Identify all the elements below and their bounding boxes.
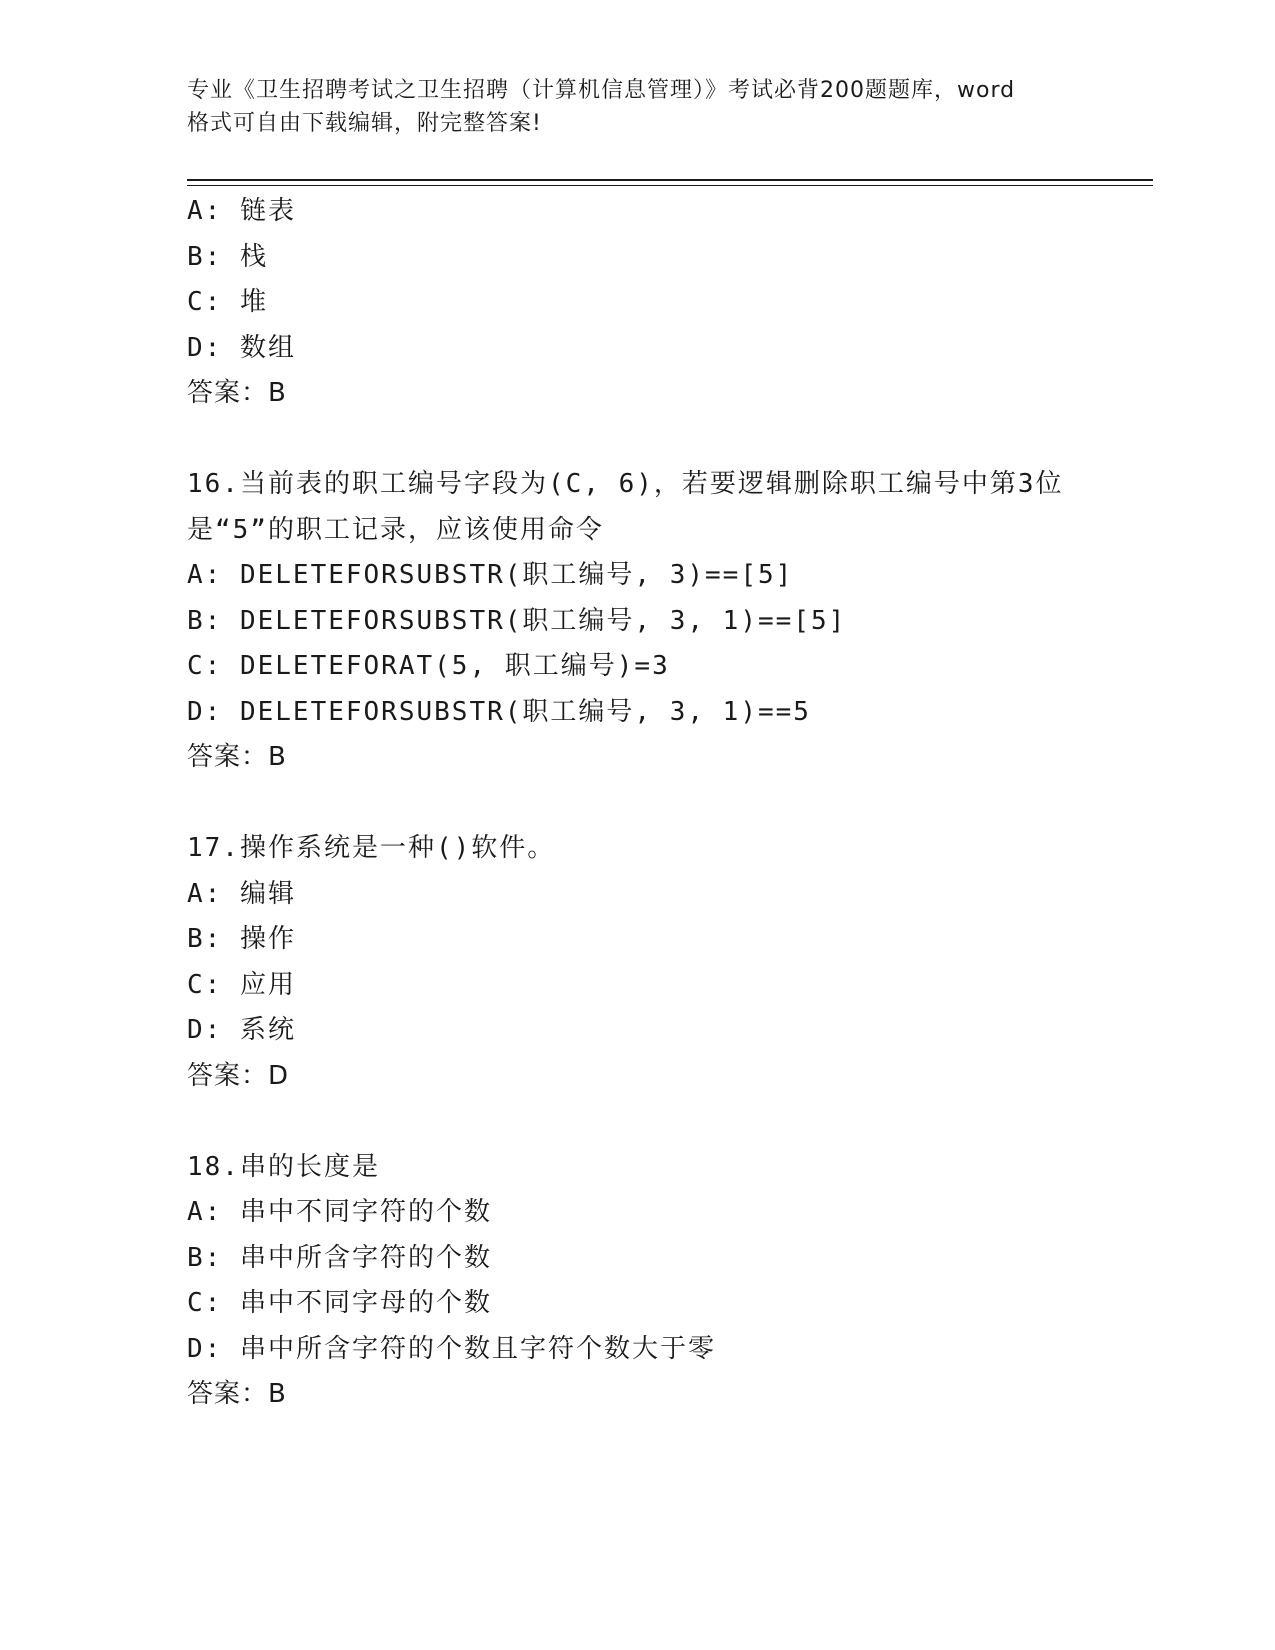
option-b: B: 操作 [187,924,296,954]
question-text: 17.操作系统是一种()软件。 [187,833,556,863]
option-c: C: 串中不同字母的个数 [187,1288,492,1318]
option-a: A: 编辑 [187,878,296,909]
answer-line: 答案：B [187,1379,287,1409]
option-d: D: 系统 [187,1015,296,1045]
option-b: B: 串中所含字符的个数 [187,1242,492,1273]
header-title-line-1: 专业《卫生招聘考试之卫生招聘（计算机信息管理）》考试必背200题题库，word [187,78,1016,103]
option-d: D: 数组 [187,332,296,363]
option-d: D: DELETEFORSUBSTR(职工编号, 3, 1)==5 [187,696,811,727]
answer-line: 答案：D [187,1060,290,1091]
question-text-line-2: 是“5”的职工记录，应该使用命令 [187,514,604,545]
option-b: B: 栈 [187,241,268,272]
page-header [187,74,1107,140]
option-a: A: DELETEFORSUBSTR(职工编号, 3)==[5] [187,560,794,590]
header-title-line-2: 格式可自由下载编辑，附完整答案! [187,111,542,136]
option-c: C: 堆 [187,287,268,317]
question-16 [187,462,1147,781]
spacer [187,1099,1147,1145]
header-divider-thin [187,185,1153,186]
question-list [187,189,1147,1418]
answer-line: 答案：B [187,742,287,772]
option-a: A: 链表 [187,196,296,226]
question-15 [187,189,1147,417]
spacer [187,781,1147,827]
question-text-line-1: 16.当前表的职工编号字段为(C, 6)，若要逻辑删除职工编号中第3位 [187,469,1064,499]
option-a: A: 串中不同字符的个数 [187,1197,492,1227]
question-text: 18.串的长度是 [187,1151,380,1182]
question-17 [187,826,1147,1099]
option-d: D: 串中所含字符的个数且字符个数大于零 [187,1333,716,1364]
answer-line: 答案：B [187,378,287,408]
option-c: C: DELETEFORAT(5, 职工编号)=3 [187,651,670,681]
header-divider-thick [187,179,1153,181]
question-18 [187,1145,1147,1418]
option-b: B: DELETEFORSUBSTR(职工编号, 3, 1)==[5] [187,605,847,636]
option-c: C: 应用 [187,969,296,1000]
spacer [187,417,1147,463]
